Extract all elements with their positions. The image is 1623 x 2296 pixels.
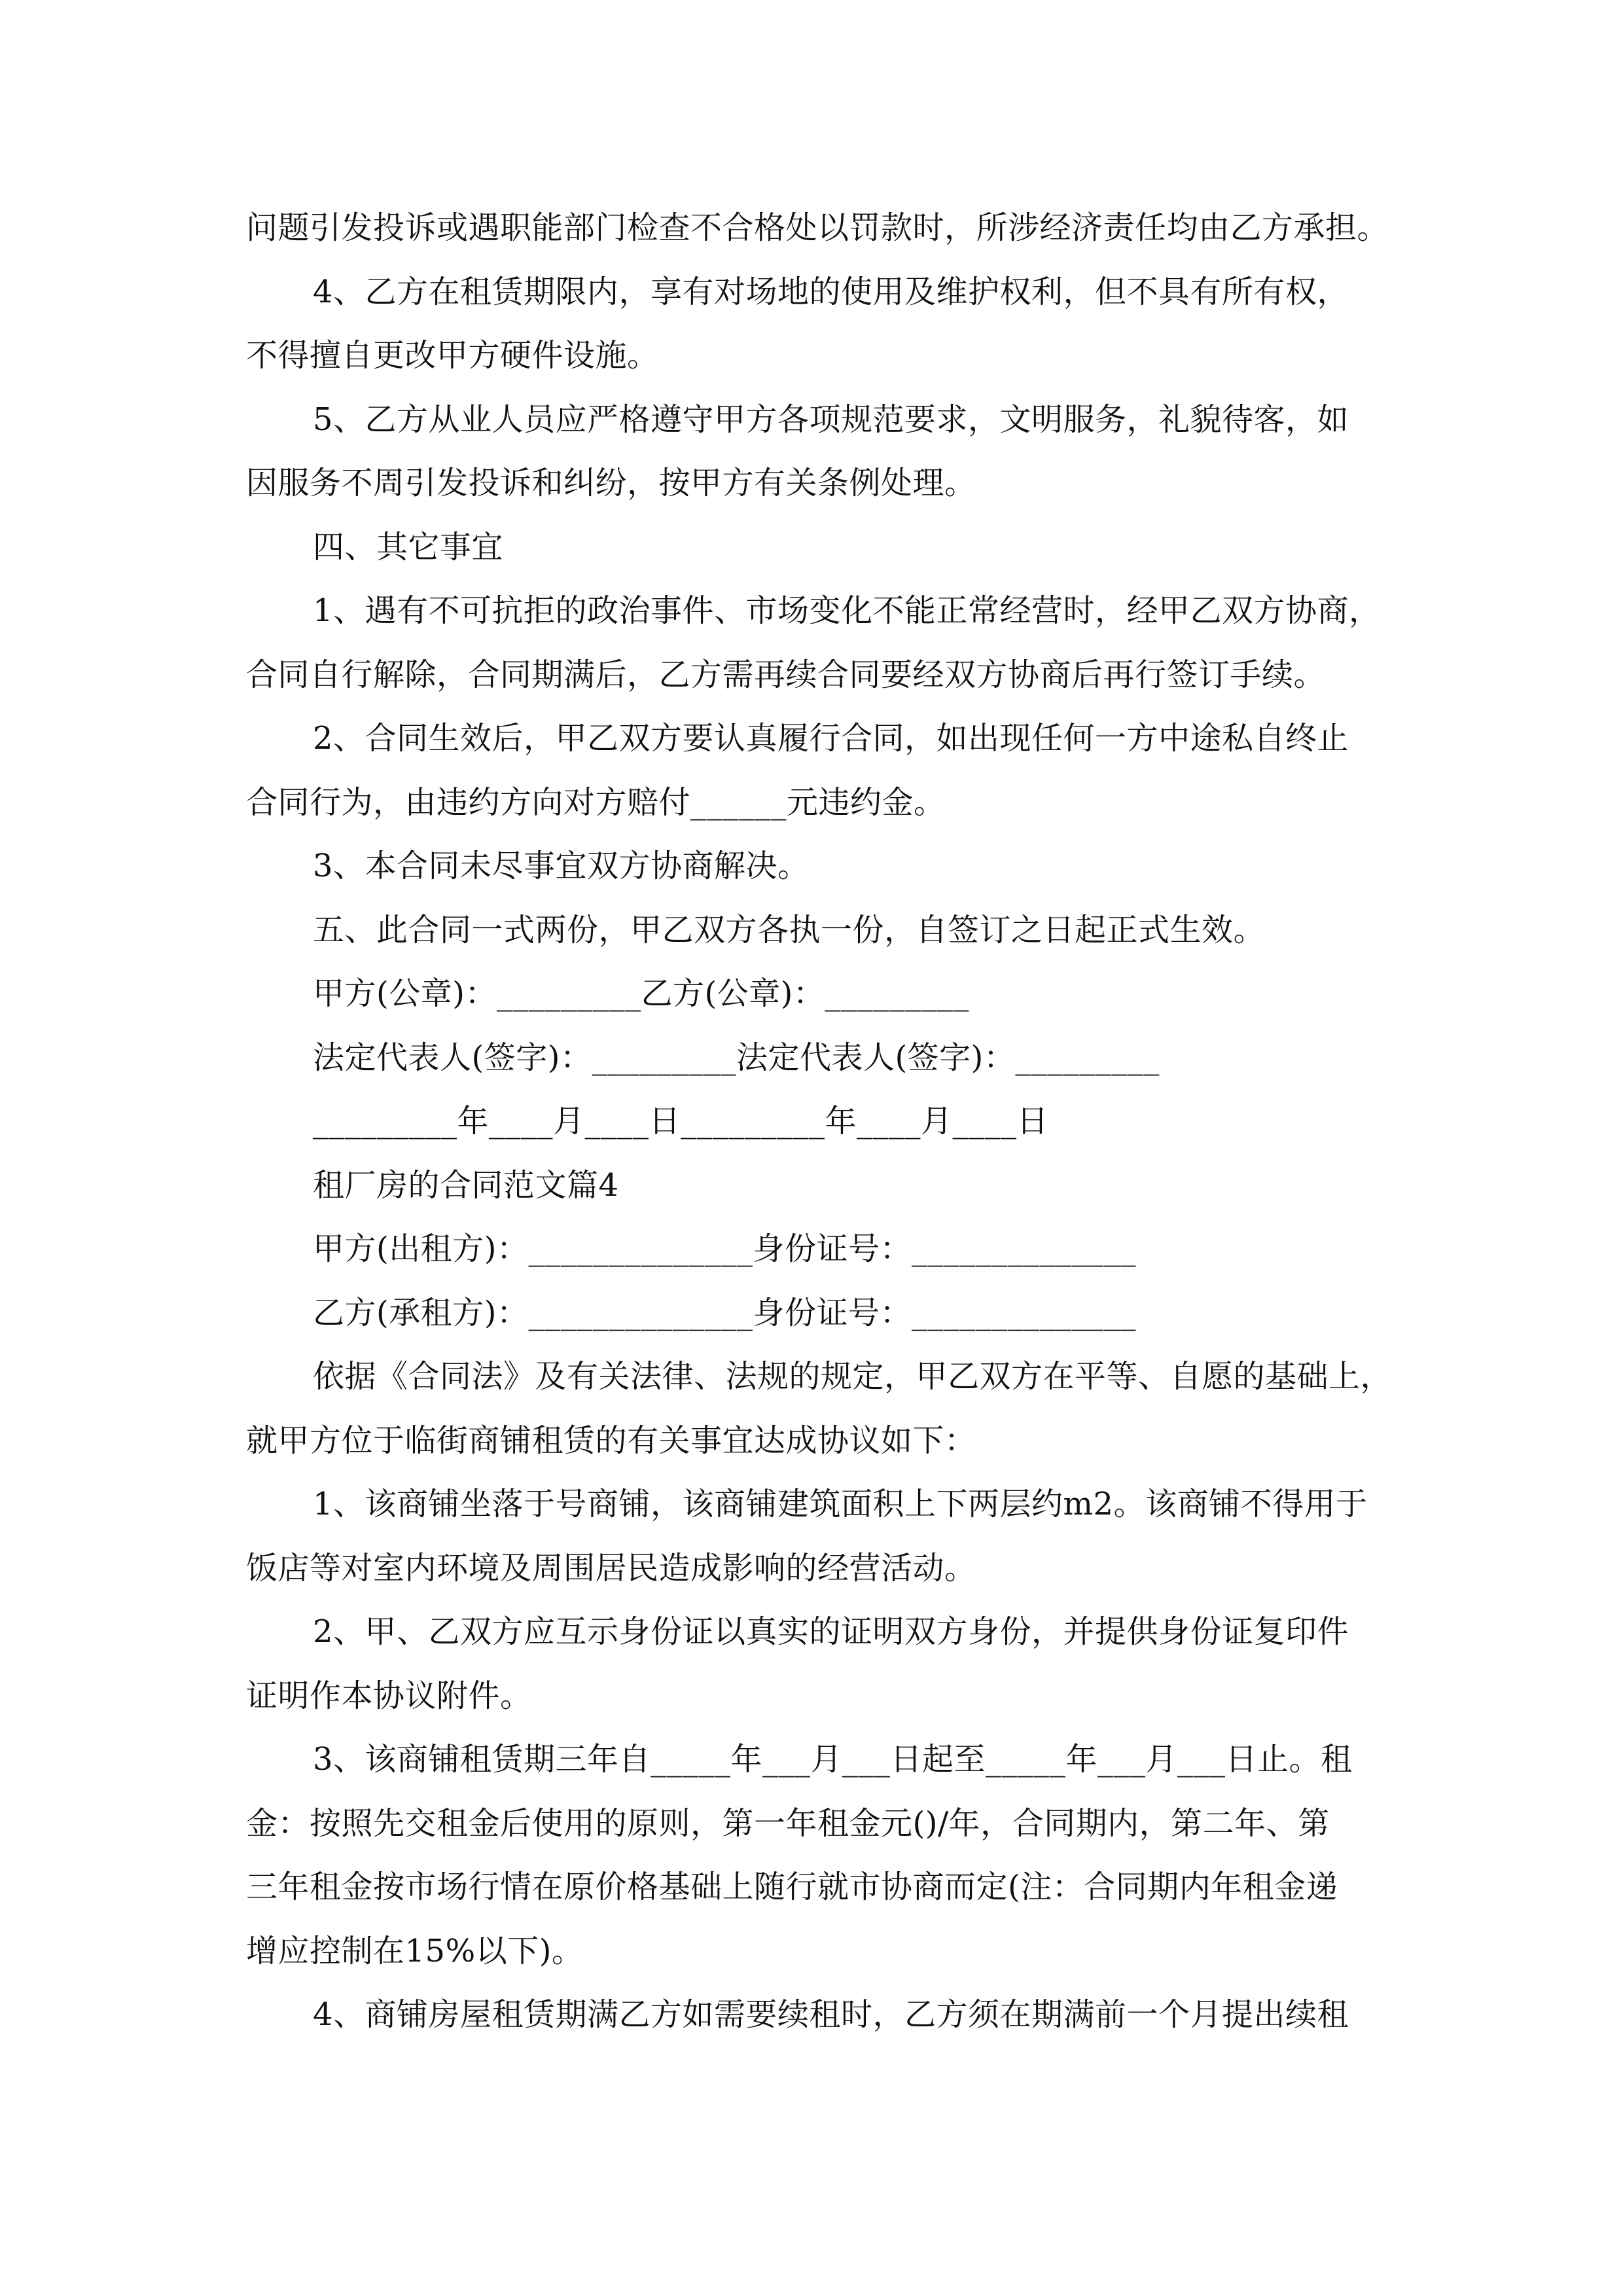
text-line: 三年租金按市场行情在原价格基础上随行就市协商而定(注：合同期内年租金递 (246, 1869, 1338, 1905)
text-line: 依据《合同法》及有关法律、法规的规定，甲乙双方在平等、自愿的基础上， (313, 1358, 1393, 1395)
text-line: 1、遇有不可抗拒的政治事件、市场变化不能正常经营时，经甲乙双方协商， (313, 592, 1381, 629)
signature-line: 法定代表人(签字)：_________法定代表人(签字)：_________ (313, 1039, 1160, 1076)
text-line: 证明作本协议附件。 (246, 1677, 532, 1714)
text-line: 合同行为，由违约方向对方赔付______元违约金。 (246, 783, 946, 821)
text-line: 4、商铺房屋租赁期满乙方如需要续租时，乙方须在期满前一个月提出续租 (313, 1996, 1349, 2033)
section-heading: 五、此合同一式两份，甲乙双方各执一份，自签订之日起正式生效。 (313, 911, 1266, 948)
text-line: 问题引发投诉或遇职能部门检查不合格处以罚款时，所涉经济责任均由乙方承担。 (246, 209, 1389, 246)
text-line: 3、本合同未尽事宜双方协商解决。 (313, 848, 810, 884)
text-line: 因服务不周引发投诉和纠纷，按甲方有关条例处理。 (246, 465, 976, 501)
signature-line: 甲方(公章)：_________乙方(公章)：_________ (313, 975, 969, 1012)
text-line: 5、乙方从业人员应严格遵守甲方各项规范要求，文明服务，礼貌待客，如 (313, 401, 1349, 438)
text-line: 增应控制在15%以下)。 (246, 1932, 584, 1969)
text-line: 不得擅自更改甲方硬件设施。 (246, 337, 659, 374)
text-line: 2、甲、乙双方应互示身份证以真实的证明双方身份，并提供身份证复印件 (313, 1613, 1349, 1650)
text-line: 3、该商铺租赁期三年自_____年___月___日起至_____年___月___日止。租 (313, 1741, 1353, 1778)
text-line: 金：按照先交租金后使用的原则，第一年租金元()/年，合同期内，第二年、第 (246, 1804, 1330, 1842)
text-line: 4、乙方在租赁期限内，享有对场地的使用及维护权利，但不具有所有权， (313, 273, 1349, 310)
text-line: 合同自行解除，合同期满后，乙方需再续合同要经双方协商后再行签订手续。 (246, 656, 1326, 693)
document-title: 租厂房的合同范文篇4 (313, 1166, 619, 1204)
date-line: _________年____月____日_________年____月____日 (313, 1103, 1049, 1139)
party-line: 甲方(出租方)：______________身份证号：______________ (313, 1230, 1136, 1267)
text-line: 就甲方位于临街商铺租赁的有关事宜达成协议如下： (246, 1422, 976, 1459)
document-body (246, 196, 1393, 2047)
text-line: 饭店等对室内环境及周围居民造成影响的经营活动。 (246, 1549, 976, 1587)
party-line: 乙方(承租方)：______________身份证号：______________ (313, 1294, 1136, 1331)
section-heading: 四、其它事宜 (313, 528, 504, 565)
text-line: 2、合同生效后，甲乙双方要认真履行合同，如出现任何一方中途私自终止 (313, 720, 1349, 757)
text-line: 1、该商铺坐落于号商铺，该商铺建筑面积上下两层约m2。该商铺不得用于 (313, 1486, 1368, 1522)
